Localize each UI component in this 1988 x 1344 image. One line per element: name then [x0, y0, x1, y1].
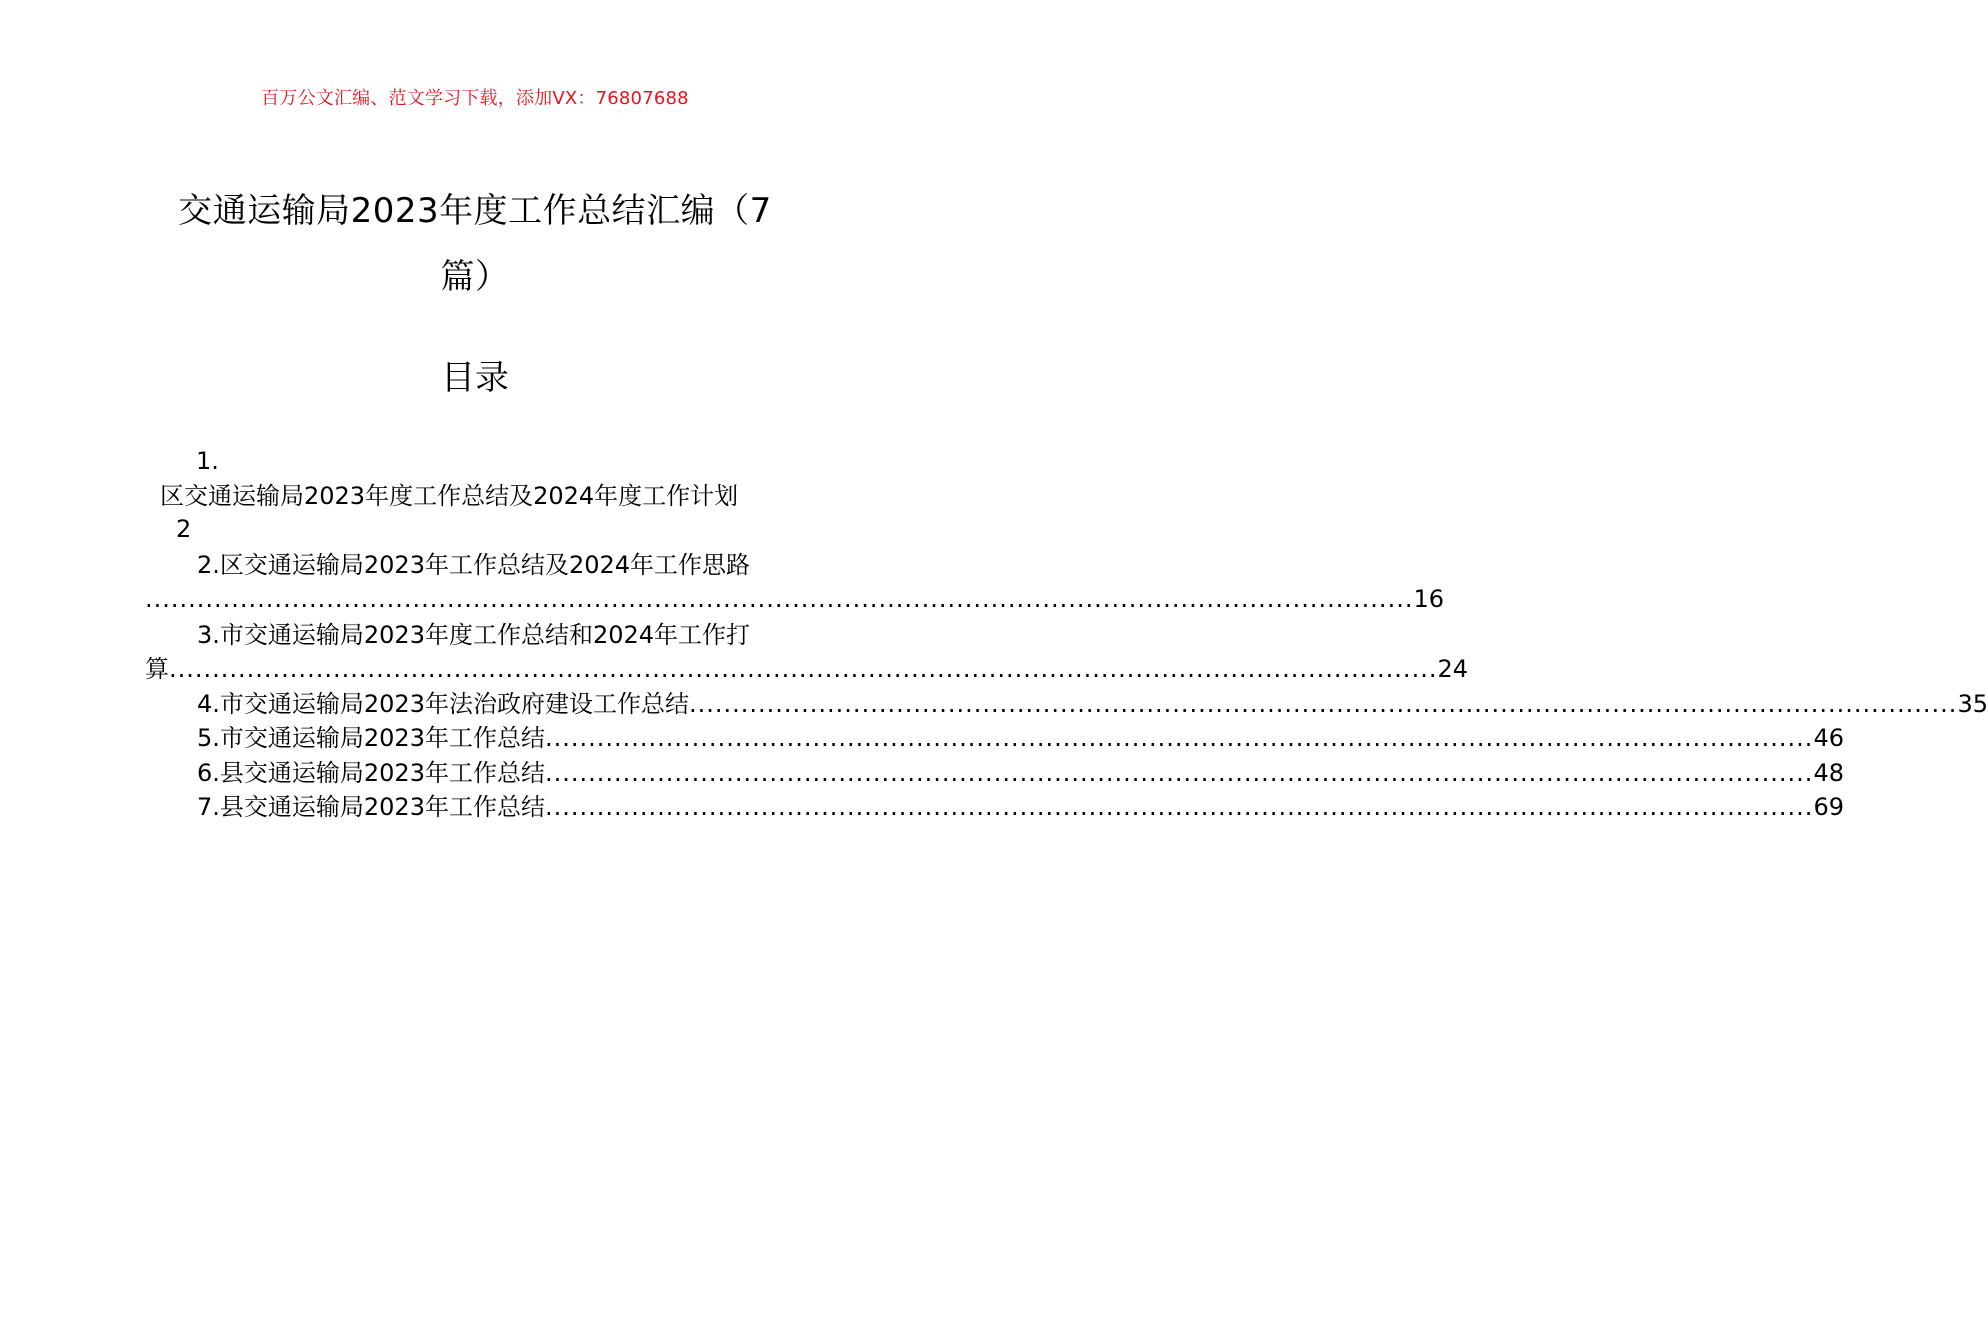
toc-item-4[interactable] — [145, 689, 1988, 719]
toc-item-3-page: 24 — [1437, 655, 1468, 683]
toc-item-5[interactable] — [145, 723, 1844, 753]
toc-item-1-number[interactable]: 1. — [196, 447, 219, 475]
toc-item-2[interactable] — [145, 550, 805, 580]
toc-item-4-text: 4.市交通运输局2023年法治政府建设工作总结 — [197, 690, 689, 718]
toc-item-6-text: 6.县交通运输局2023年工作总结 — [197, 759, 545, 787]
toc-item-3-text-cont: 算 — [145, 655, 169, 683]
toc-item-7-text: 7.县交通运输局2023年工作总结 — [197, 793, 545, 821]
toc-item-6[interactable] — [145, 758, 1844, 788]
toc-leader-dots: ................................................................................................................................................... — [688, 690, 1958, 718]
toc-item-6-page: 48 — [1813, 759, 1844, 787]
toc-leader-dots: ................................................................................................................................................... — [544, 724, 1814, 752]
title-line-1: 交通运输局2023年度工作总结汇编（7 — [178, 191, 772, 231]
toc-item-7-page: 69 — [1813, 793, 1844, 821]
title-line-2: 篇） — [440, 257, 510, 297]
toc-item-7[interactable] — [145, 792, 1844, 822]
toc-item-2-text: 2.区交通运输局2023年工作总结及2024年工作思路 — [197, 551, 751, 579]
toc-item-2-page: 16 — [1413, 585, 1444, 613]
toc-item-5-text: 5.市交通运输局2023年工作总结 — [197, 724, 545, 752]
toc-heading: 目录 — [441, 358, 509, 398]
toc-leader-dots: ................................................................................................................................................... — [169, 655, 1438, 683]
document-title — [150, 178, 800, 310]
toc-item-3[interactable] — [145, 620, 805, 650]
toc-item-5-page: 46 — [1813, 724, 1844, 752]
toc-leader-dots: ................................................................................................................................................... — [544, 793, 1814, 821]
toc-leader-dots: ................................................................................................................................................... — [145, 585, 1414, 613]
toc-item-3-text: 3.市交通运输局2023年度工作总结和2024年工作打 — [197, 621, 751, 649]
toc-leader-dots: ................................................................................................................................................... — [544, 759, 1814, 787]
toc-item-1-page[interactable]: 2 — [176, 515, 192, 543]
header-note: 百万公文汇编、范文学习下载，添加VX：76807688 — [261, 88, 689, 109]
toc-item-4-page: 35 — [1957, 690, 1988, 718]
toc-item-3-leader-row[interactable] — [145, 654, 1468, 684]
toc-item-2-leader-row[interactable] — [145, 584, 1444, 614]
toc-item-1-text[interactable]: 区交通运输局2023年度工作总结及2024年度工作计划 — [160, 482, 739, 510]
